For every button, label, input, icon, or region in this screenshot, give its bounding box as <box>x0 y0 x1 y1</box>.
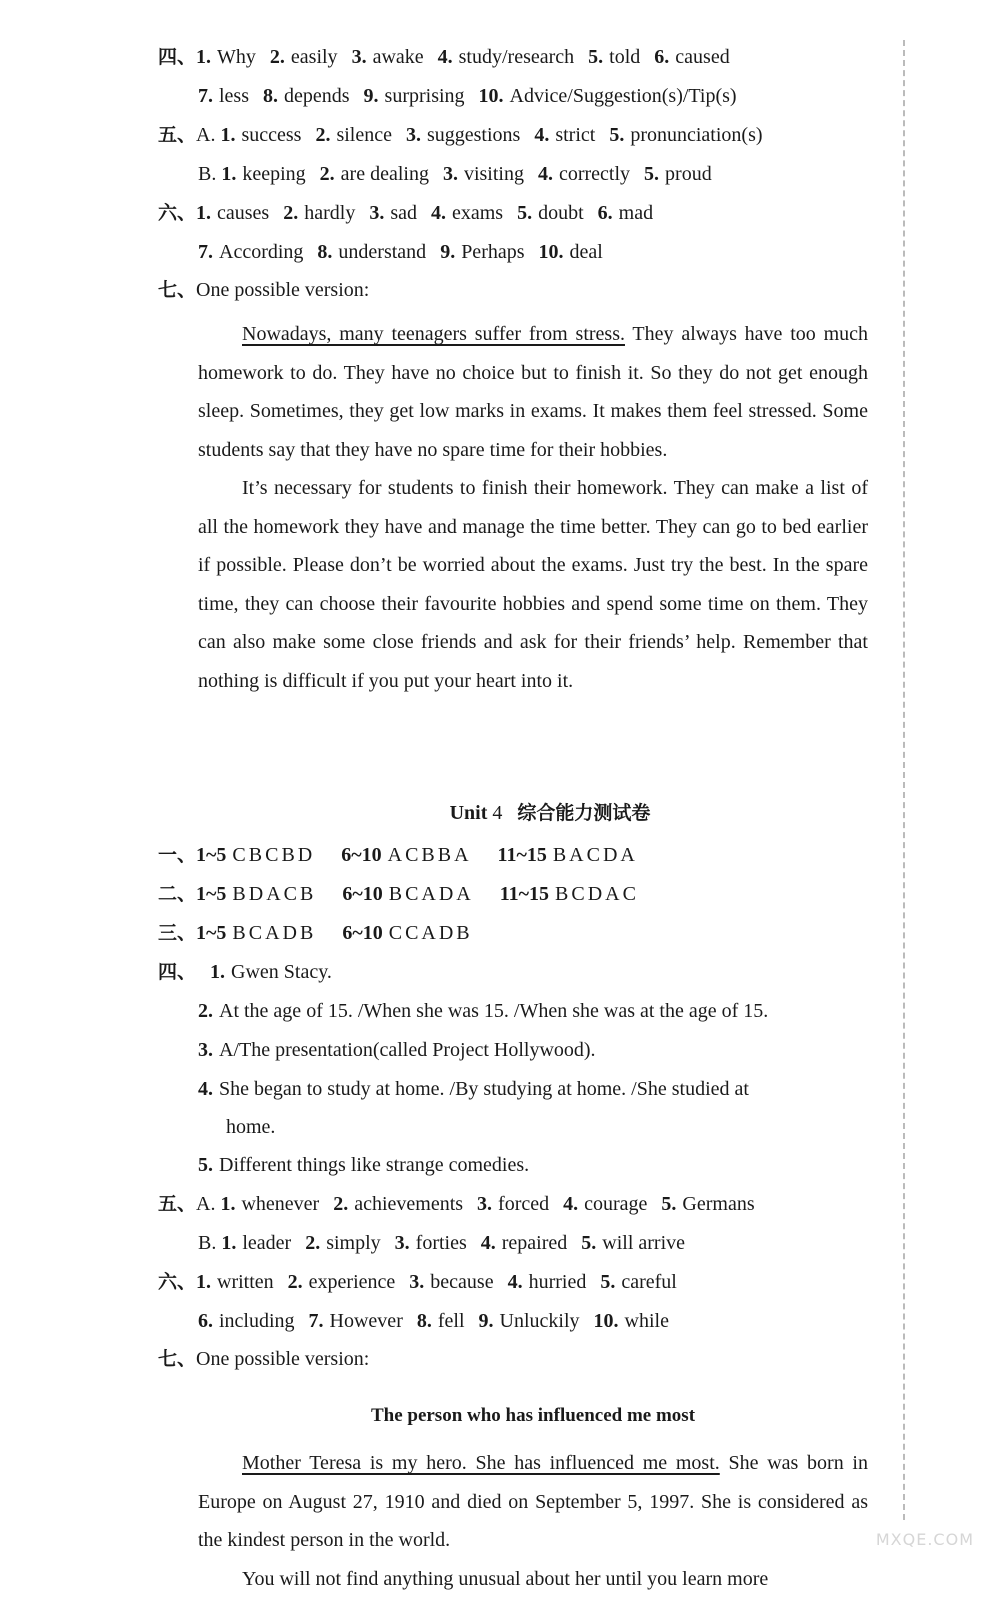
item-number: 5. <box>588 46 604 68</box>
item-number: 4. <box>437 46 453 68</box>
section-label: 五、 <box>158 1193 197 1215</box>
s7-intro <box>158 271 369 309</box>
unit-title: 综合能力测试卷 <box>517 802 651 824</box>
item-number: 3. <box>405 124 421 146</box>
u3-row <box>158 914 473 952</box>
item-answer: including <box>219 1310 295 1332</box>
item-number: 1. <box>196 1271 212 1293</box>
item-answer: achievements <box>354 1193 464 1215</box>
section-label: 七、 <box>158 279 197 301</box>
essay-1-paragraph-2: It’s necessary for students to finish their homework. They can make a list of all the homework they have and manage the time better. They can go to bed earlier if possible. Please don’t be worried about the exams. Just try the best. In the spare time, they can choose their favourite hobbies and spend some time on them. They can also make some close friends and ask for their friends’ help. Remember that nothing is difficult if you put your heart into it. <box>198 477 868 692</box>
intro-text: One possible version: <box>196 1348 370 1370</box>
item-answer: courage <box>584 1193 648 1215</box>
item-number: 5. <box>198 1154 213 1176</box>
item-number: 5. <box>644 163 660 185</box>
item-answer: study/research <box>458 46 575 68</box>
choice-answers: CBCBD <box>232 844 316 866</box>
paragraph-text: She was born in Europe on August 27, 1910 and died on September 5, 1997. She is considered as the kindest person in the world. <box>198 1452 868 1551</box>
item-answer: Perhaps <box>461 241 525 263</box>
answer-list <box>198 241 603 263</box>
s6-row1 <box>158 194 653 232</box>
item-answer: easily <box>290 46 338 68</box>
item-number: 4. <box>480 1232 496 1254</box>
range-label: 6~10 <box>342 922 383 944</box>
s5-row-b <box>198 155 712 193</box>
s4-row1 <box>158 38 730 76</box>
item-number: 5. <box>581 1232 597 1254</box>
item-number: 3. <box>409 1271 425 1293</box>
item-answer: caused <box>675 46 730 68</box>
item-answer: causes <box>217 202 270 224</box>
item-number: 4. <box>430 202 446 224</box>
item-number: 4. <box>198 1078 213 1100</box>
item-answer: She began to study at home. /By studying at home. /She studied at <box>219 1078 749 1100</box>
item-answer: Advice/Suggestion(s)/Tip(s) <box>509 85 737 107</box>
item-number: 2. <box>269 46 285 68</box>
item-answer: Germans <box>682 1193 755 1215</box>
item-answer: hardly <box>304 202 356 224</box>
item-number: 1. <box>196 202 212 224</box>
item-number: 3. <box>394 1232 410 1254</box>
range-label: 1~5 <box>196 883 227 905</box>
essay-1 <box>198 315 868 700</box>
item-answer: careful <box>621 1271 677 1293</box>
answer-list <box>196 1271 677 1293</box>
item-answer: leader <box>242 1232 292 1254</box>
item-number: 6. <box>654 46 670 68</box>
u4-item-5 <box>198 1146 529 1184</box>
choice-answers: BDACB <box>232 883 317 905</box>
answer-list <box>198 85 737 107</box>
section-label: 六、 <box>158 202 197 224</box>
item-answer: understand <box>338 241 427 263</box>
item-number: 3. <box>351 46 367 68</box>
item-answer: success <box>241 124 302 146</box>
paragraph-text: They always have too much homework to do. They have no choice but to finish it. So they do not get enough sleep. Sometimes, they get low marks in exams. It makes them feel stressed. Some students say that they have no spare time for their hobbies. <box>198 323 869 461</box>
item-answer: Why <box>217 46 256 68</box>
u1-row <box>158 836 638 874</box>
item-number: 2. <box>319 163 335 185</box>
watermark-text: MXQE.COM <box>875 1530 974 1549</box>
range-label: 6~10 <box>341 844 382 866</box>
item-number: 7. <box>198 241 213 263</box>
range-label: 11~15 <box>499 883 550 905</box>
item-number: 9. <box>363 85 379 107</box>
s5-row-a <box>158 116 763 154</box>
essay-2 <box>198 1444 868 1598</box>
item-answer: home. <box>226 1116 276 1138</box>
item-answer: mad <box>618 202 654 224</box>
item-answer: surprising <box>384 85 465 107</box>
u5-row-a <box>158 1185 755 1223</box>
item-number: 5. <box>661 1193 677 1215</box>
section-label: 二、 <box>158 883 197 905</box>
item-number: 4. <box>534 124 550 146</box>
item-answer: because <box>430 1271 494 1293</box>
choice-answers: BCDAC <box>555 883 639 905</box>
item-answer: whenever <box>241 1193 320 1215</box>
u5-row-b <box>198 1224 685 1262</box>
item-number: 9. <box>478 1310 494 1332</box>
u4-item-4-continuation <box>226 1108 275 1146</box>
item-answer: exams <box>451 202 504 224</box>
answer-list <box>220 1193 754 1215</box>
essay-title: The person who has influenced me most <box>370 1405 696 1426</box>
u6-row2 <box>198 1302 669 1340</box>
u7-intro <box>158 1340 369 1378</box>
item-number: 1. <box>210 961 226 983</box>
item-answer: At the age of 15. /When she was 15. /When she was at the age of 15. <box>219 1000 769 1022</box>
item-number: 3. <box>369 202 385 224</box>
item-answer: visiting <box>463 163 524 185</box>
item-number: 1. <box>196 46 212 68</box>
item-number: 1. <box>220 124 236 146</box>
section-label: 七、 <box>158 1348 197 1370</box>
item-number: 4. <box>537 163 553 185</box>
dashed-margin-rule <box>903 40 905 1520</box>
u6-row1 <box>158 1263 677 1301</box>
item-number: 10. <box>538 241 564 263</box>
u4-item-2 <box>198 992 768 1030</box>
section-label: 四、 <box>158 961 197 983</box>
section-label: 五、 <box>158 124 197 146</box>
item-answer: Gwen Stacy. <box>231 961 332 983</box>
unit-heading <box>0 798 996 825</box>
item-answer: told <box>609 46 641 68</box>
item-answer: silence <box>336 124 392 146</box>
part-label: A. <box>196 124 216 146</box>
item-number: 2. <box>198 1000 213 1022</box>
section-label: 四、 <box>158 46 197 68</box>
item-number: 7. <box>308 1310 324 1332</box>
item-number: 1. <box>221 1232 237 1254</box>
item-number: 3. <box>442 163 458 185</box>
item-answer: A/The presentation(called Project Hollywood). <box>219 1039 596 1061</box>
part-label: B. <box>198 163 217 185</box>
section-label: 一、 <box>158 844 197 866</box>
item-answer: less <box>219 85 249 107</box>
item-number: 3. <box>198 1039 213 1061</box>
item-answer: awake <box>372 46 424 68</box>
item-answer: while <box>624 1310 669 1332</box>
range-label: 6~10 <box>342 883 383 905</box>
item-answer: experience <box>308 1271 396 1293</box>
item-number: 3. <box>477 1193 493 1215</box>
item-number: 7. <box>198 85 213 107</box>
item-answer: forced <box>498 1193 550 1215</box>
choice-answers: ACBBA <box>387 844 472 866</box>
answer-list <box>196 202 653 224</box>
item-number: 1. <box>221 163 237 185</box>
answer-list <box>198 1310 669 1332</box>
item-answer: proud <box>665 163 712 185</box>
item-answer: According <box>219 241 304 263</box>
item-number: 9. <box>440 241 456 263</box>
item-answer: written <box>217 1271 274 1293</box>
item-answer: are dealing <box>340 163 429 185</box>
item-number: 6. <box>597 202 613 224</box>
item-number: 5. <box>600 1271 616 1293</box>
range-label: 1~5 <box>196 922 227 944</box>
part-label: B. <box>198 1232 217 1254</box>
item-number: 8. <box>263 85 278 107</box>
item-answer: correctly <box>558 163 631 185</box>
item-number: 2. <box>287 1271 303 1293</box>
item-number: 8. <box>317 241 333 263</box>
range-label: 11~15 <box>497 844 547 866</box>
item-answer: forties <box>415 1232 467 1254</box>
section-label: 六、 <box>158 1271 197 1293</box>
item-number: 2. <box>305 1232 321 1254</box>
item-number: 2. <box>315 124 331 146</box>
answer-list <box>220 124 762 146</box>
item-number: 4. <box>563 1193 579 1215</box>
item-number: 5. <box>609 124 625 146</box>
item-answer: sad <box>390 202 417 224</box>
choice-answers: CCADB <box>388 922 473 944</box>
item-answer: doubt <box>538 202 584 224</box>
answer-list <box>196 46 730 68</box>
unit-number: 4 <box>492 802 503 824</box>
range-label: 1~5 <box>196 844 227 866</box>
item-answer: depends <box>284 85 350 107</box>
intro-text: One possible version: <box>196 279 370 301</box>
item-number: 10. <box>478 85 504 107</box>
unit-prefix: Unit <box>449 802 488 824</box>
item-number: 6. <box>198 1310 213 1332</box>
item-number: 1. <box>220 1193 236 1215</box>
item-answer: suggestions <box>426 124 521 146</box>
item-answer: will arrive <box>602 1232 686 1254</box>
topic-sentence: Nowadays, many teenagers suffer from stress. <box>242 323 625 345</box>
s6-row2 <box>198 233 603 271</box>
item-answer: Unluckily <box>499 1310 580 1332</box>
essay-1-paragraph-1 <box>198 315 868 469</box>
u4-item-4 <box>198 1070 749 1108</box>
u4-item-3 <box>198 1031 596 1069</box>
item-answer: keeping <box>242 163 306 185</box>
item-number: 5. <box>517 202 533 224</box>
choice-answers: BCADB <box>232 922 317 944</box>
u4-item-1 <box>158 953 332 991</box>
part-label: A. <box>196 1193 216 1215</box>
item-answer: fell <box>437 1310 465 1332</box>
item-answer: strict <box>555 124 596 146</box>
item-number: 2. <box>333 1193 349 1215</box>
choice-answers: BCADA <box>388 883 474 905</box>
essay-2-paragraph-1 <box>198 1444 868 1560</box>
item-answer: deal <box>569 241 603 263</box>
section-label: 三、 <box>158 922 197 944</box>
item-number: 10. <box>593 1310 619 1332</box>
item-answer: Different things like strange comedies. <box>219 1154 530 1176</box>
item-number: 2. <box>283 202 299 224</box>
u2-row <box>158 875 639 913</box>
item-answer: simply <box>326 1232 381 1254</box>
item-answer: pronunciation(s) <box>630 124 763 146</box>
item-number: 4. <box>507 1271 523 1293</box>
item-answer: repaired <box>501 1232 568 1254</box>
answer-list <box>221 1232 685 1254</box>
topic-sentence: Mother Teresa is my hero. She has influenced me most. <box>242 1452 720 1474</box>
item-number: 8. <box>416 1310 432 1332</box>
s4-row2 <box>198 77 737 115</box>
item-answer: hurried <box>528 1271 587 1293</box>
choice-answers: BACDA <box>552 844 638 866</box>
essay-2-paragraph-2: You will not find anything unusual about her until you learn more <box>242 1567 769 1590</box>
item-answer: However <box>329 1310 403 1332</box>
answer-list <box>221 163 711 185</box>
